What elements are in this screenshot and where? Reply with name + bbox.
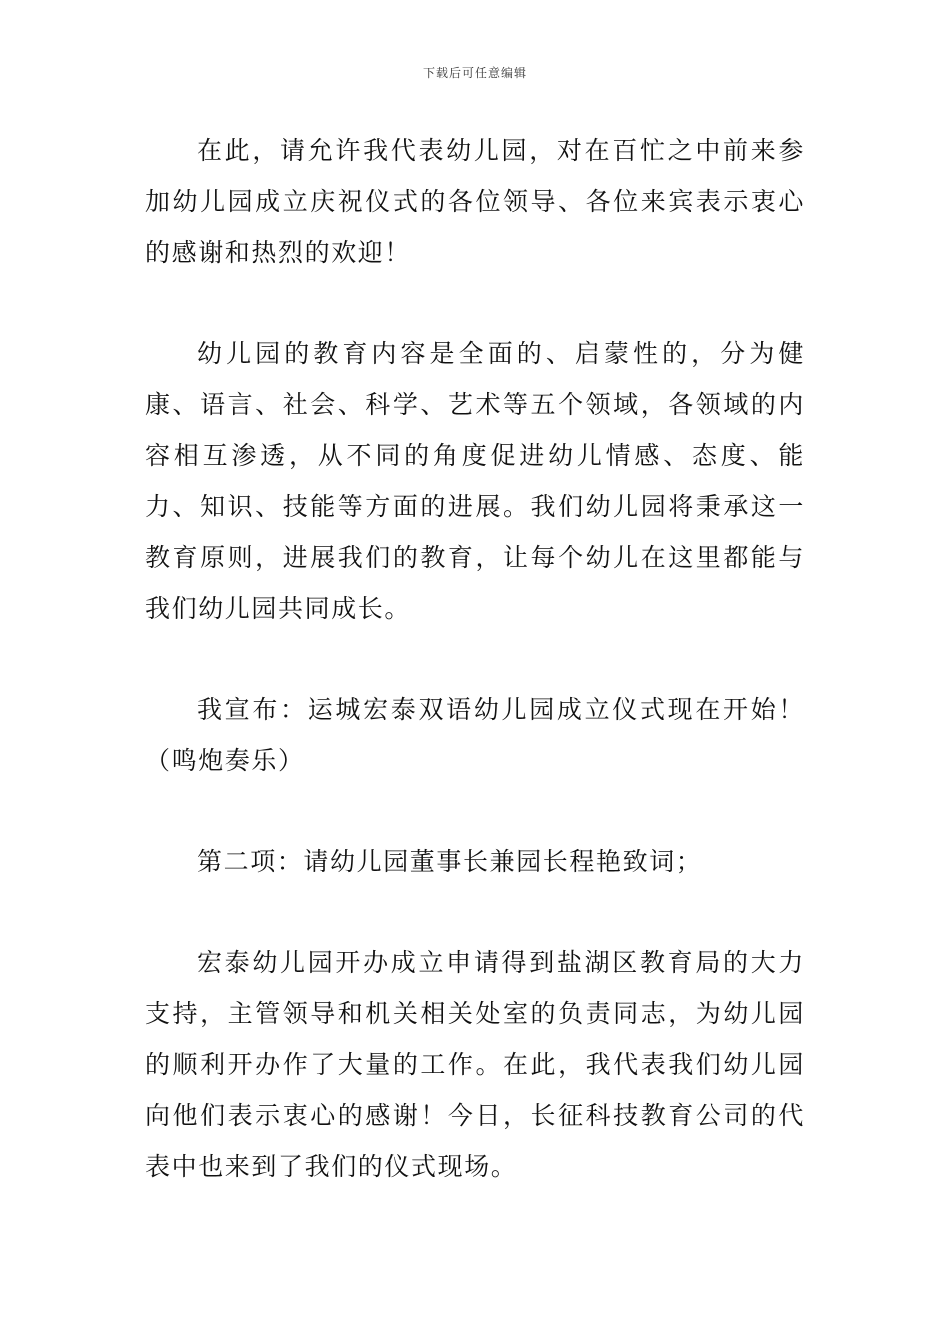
paragraph-item-two: 第二项：请幼儿园董事长兼园长程艳致词； — [197, 847, 703, 876]
paragraph-announcement: 我宣布：运城宏泰双语幼儿园成立仪式现在开始！（鸣炮奏乐） — [145, 695, 805, 775]
paragraph-education-content: 幼儿园的教育内容是全面的、启蒙性的，分为健康、语言、社会、科学、艺术等五个领域，各领域的内容相互渗透，从不同的角度促进幼儿情感、态度、能力、知识、技能等方面的进展。我们幼儿园将秉承这一教育原则，进展我们的教育，让每个幼儿在这里都能与我们幼儿园共同成长。 — [145, 339, 805, 623]
paragraph-thanks: 宏泰幼儿园开办成立申请得到盐湖区教育局的大力支持，主管领导和机关相关处室的负责同志，为幼儿园的顺利开办作了大量的工作。在此，我代表我们幼儿园向他们表示衷心的感谢！今日，长征科技教育公司的代表中也来到了我们的仪式现场。 — [145, 948, 805, 1181]
paragraph-welcome: 在此，请允许我代表幼儿园，对在百忙之中前来参加幼儿园成立庆祝仪式的各位领导、各位来宾表示衷心的感谢和热烈的欢迎！ — [145, 136, 805, 267]
document-body — [145, 125, 805, 1242]
page-header-note: 下载后可任意编辑 — [422, 66, 527, 80]
